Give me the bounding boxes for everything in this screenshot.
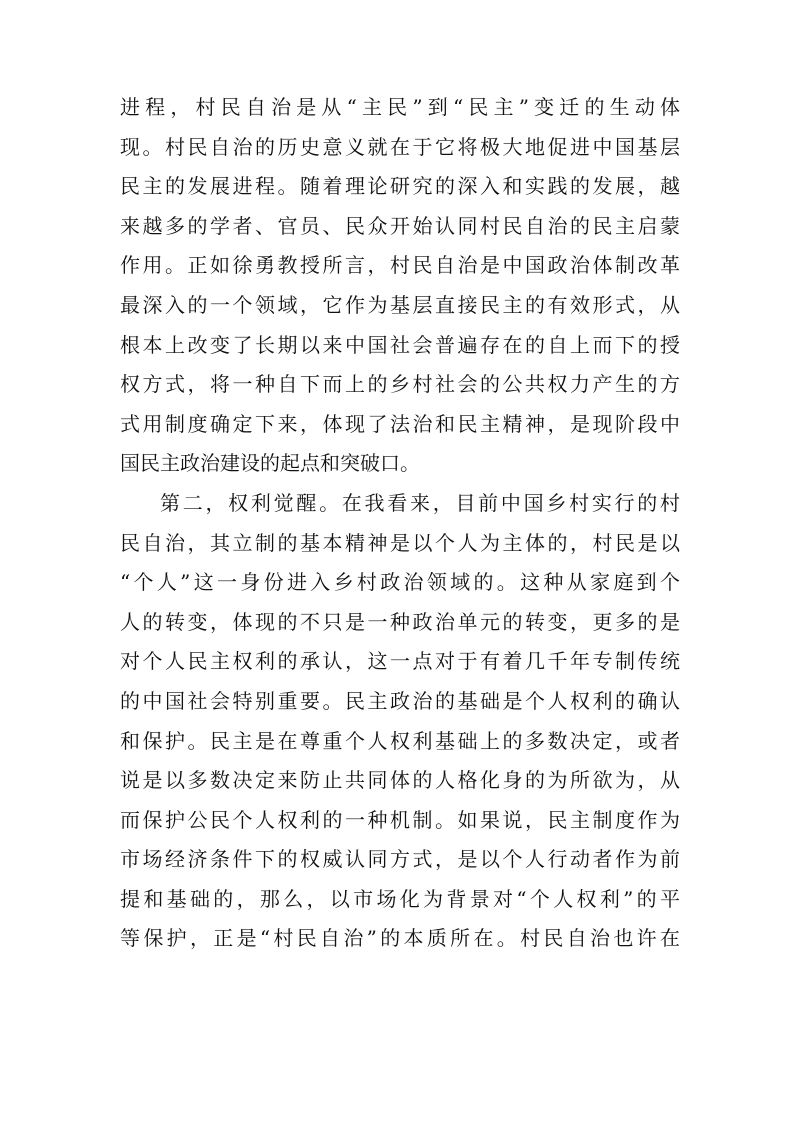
text-line: 进程，村民自治是从“主民”到“民主”变迁的生动体	[120, 95, 680, 119]
text-line: 民自治，其立制的基本精神是以个人为主体的，村民是以	[120, 530, 680, 555]
paragraph	[120, 88, 680, 484]
text-line: 人的转变，体现的不只是一种政治单元的转变，更多的是	[120, 609, 680, 634]
text-line: 第二，权利觉醒。在我看来，目前中国乡村实行的村	[160, 490, 680, 515]
text-line: 权方式，将一种自下而上的乡村社会的公共权力产生的方	[120, 372, 680, 397]
text-line: 而保护公民个人权利的一种机制。如果说，民主制度作为	[120, 807, 680, 832]
text-line: 市场经济条件下的权威认同方式，是以个人行动者作为前	[120, 847, 680, 872]
text-line: 和保护。民主是在尊重个人权利基础上的多数决定，或者	[120, 728, 680, 753]
text-line: 作用。正如徐勇教授所言，村民自治是中国政治体制改革	[120, 253, 680, 278]
paragraph	[120, 484, 680, 959]
body-text	[120, 88, 680, 959]
text-line: 等保护，正是“村民自治”的本质所在。村民自治也许在	[120, 926, 680, 951]
text-line: 来越多的学者、官员、民众开始认同村民自治的民主启蒙	[120, 213, 680, 238]
text-line: 国民主政治建设的起点和突破口。	[120, 451, 420, 476]
text-line: 根本上改变了长期以来中国社会普遍存在的自上而下的授	[120, 332, 680, 357]
text-line: 民主的发展进程。随着理论研究的深入和实践的发展，越	[120, 174, 680, 199]
text-line: 提和基础的，那么，以市场化为背景对“个人权利”的平	[120, 886, 680, 911]
text-line: 的中国社会特别重要。民主政治的基础是个人权利的确认	[120, 688, 680, 713]
text-line: 现。村民自治的历史意义就在于它将极大地促进中国基层	[120, 134, 680, 159]
text-line: “个人”这一身份进入乡村政治领域的。这种从家庭到个	[120, 570, 680, 595]
text-line: 最深入的一个领域，它作为基层直接民主的有效形式，从	[120, 292, 680, 317]
text-line: 式用制度确定下来，体现了法治和民主精神，是现阶段中	[120, 411, 680, 436]
text-line: 说是以多数决定来防止共同体的人格化身的为所欲为，从	[120, 768, 680, 793]
text-line: 对个人民主权利的承认，这一点对于有着几千年专制传统	[120, 649, 680, 674]
